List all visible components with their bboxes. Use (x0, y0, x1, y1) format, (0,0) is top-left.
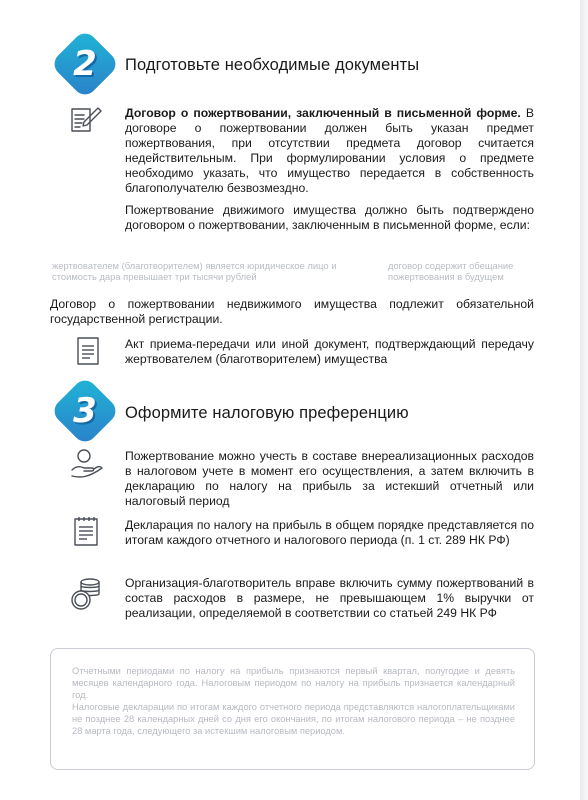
item-one-percent-limit: Организация-благотворитель вправе включить сумму пожертвований в состав расходов в размере, не превышающем 1% выручки от реализации, определяемой в соответствии со статьей 249 НК РФ (125, 576, 534, 620)
section-2-title: Подготовьте необходимые документы (125, 56, 420, 74)
contract-text: В договоре о пожертвовании должен быть указан предмет пожертвования, при отсутствии предмета договор считается недействительным. При формулировании условия о предмете необходимо указать, что имущество передается в собственность благополучателю безвозмездно. (125, 106, 534, 195)
step-3-number: 3 (73, 391, 97, 431)
contract-pen-icon (70, 106, 102, 134)
realty-registration-text: Договор о пожертвовании недвижимого имущества подлежит обязательной государственной регистрации. (50, 297, 534, 326)
note-paragraph-1: Отчетными периодами по налогу на прибыль признаются первый квартал, полугодие и девять месяцев календарного года. Налоговым периодом по налогу на прибыль признается календарный год. (72, 666, 515, 700)
movable-property-text: Пожертвование движимого имущества должно быть подтверждено договором о пожертвовании, заключенным в письменной форме, если: (125, 203, 534, 232)
coins-stack-icon (70, 577, 102, 611)
condition-left: жертвователем (благотворителем) является юридическое лицо и стоимость дара превышает три тысячи рублей (52, 260, 337, 282)
item-declaration: Декларация по налогу на прибыль в общем порядке представляется по итогам каждого отчетного и налогового периода (п. 1 ст. 289 НК РФ) (125, 518, 534, 547)
step-2-number: 2 (73, 44, 97, 84)
note-paragraph-2: Налоговые декларации по итогам каждого отчетного периода представляются налогоплательщиками не позднее 28 календарных дней со дня его окончания, по итогам налогового периода – не позднее 28 марта года, следующего за истекшим налоговым периодом. (72, 702, 515, 736)
contract-heading: Договор о пожертвовании, заключенный в письменной форме. (125, 106, 521, 120)
declaration-icon (72, 515, 100, 547)
act-transfer-text: Акт приема-передачи или иной документ, подтверждающий передачу жертвователем (благотворителем) имущества (125, 337, 534, 366)
document-icon (76, 336, 100, 366)
condition-right: договор содержит обещание пожертвования в будущем (388, 260, 514, 282)
info-note-text (72, 665, 515, 737)
hand-coin-icon (70, 448, 104, 480)
contract-block (125, 106, 534, 196)
section-3-title: Оформите налоговую преференцию (125, 404, 409, 422)
item-non-operating-expenses: Пожертвование можно учесть в составе внереализационных расходов в налоговом учете в момент его осуществления, а затем включить в декларацию по налогу на прибыль за истекший отчетный или налоговый период (125, 449, 534, 508)
page-edge (580, 0, 588, 800)
